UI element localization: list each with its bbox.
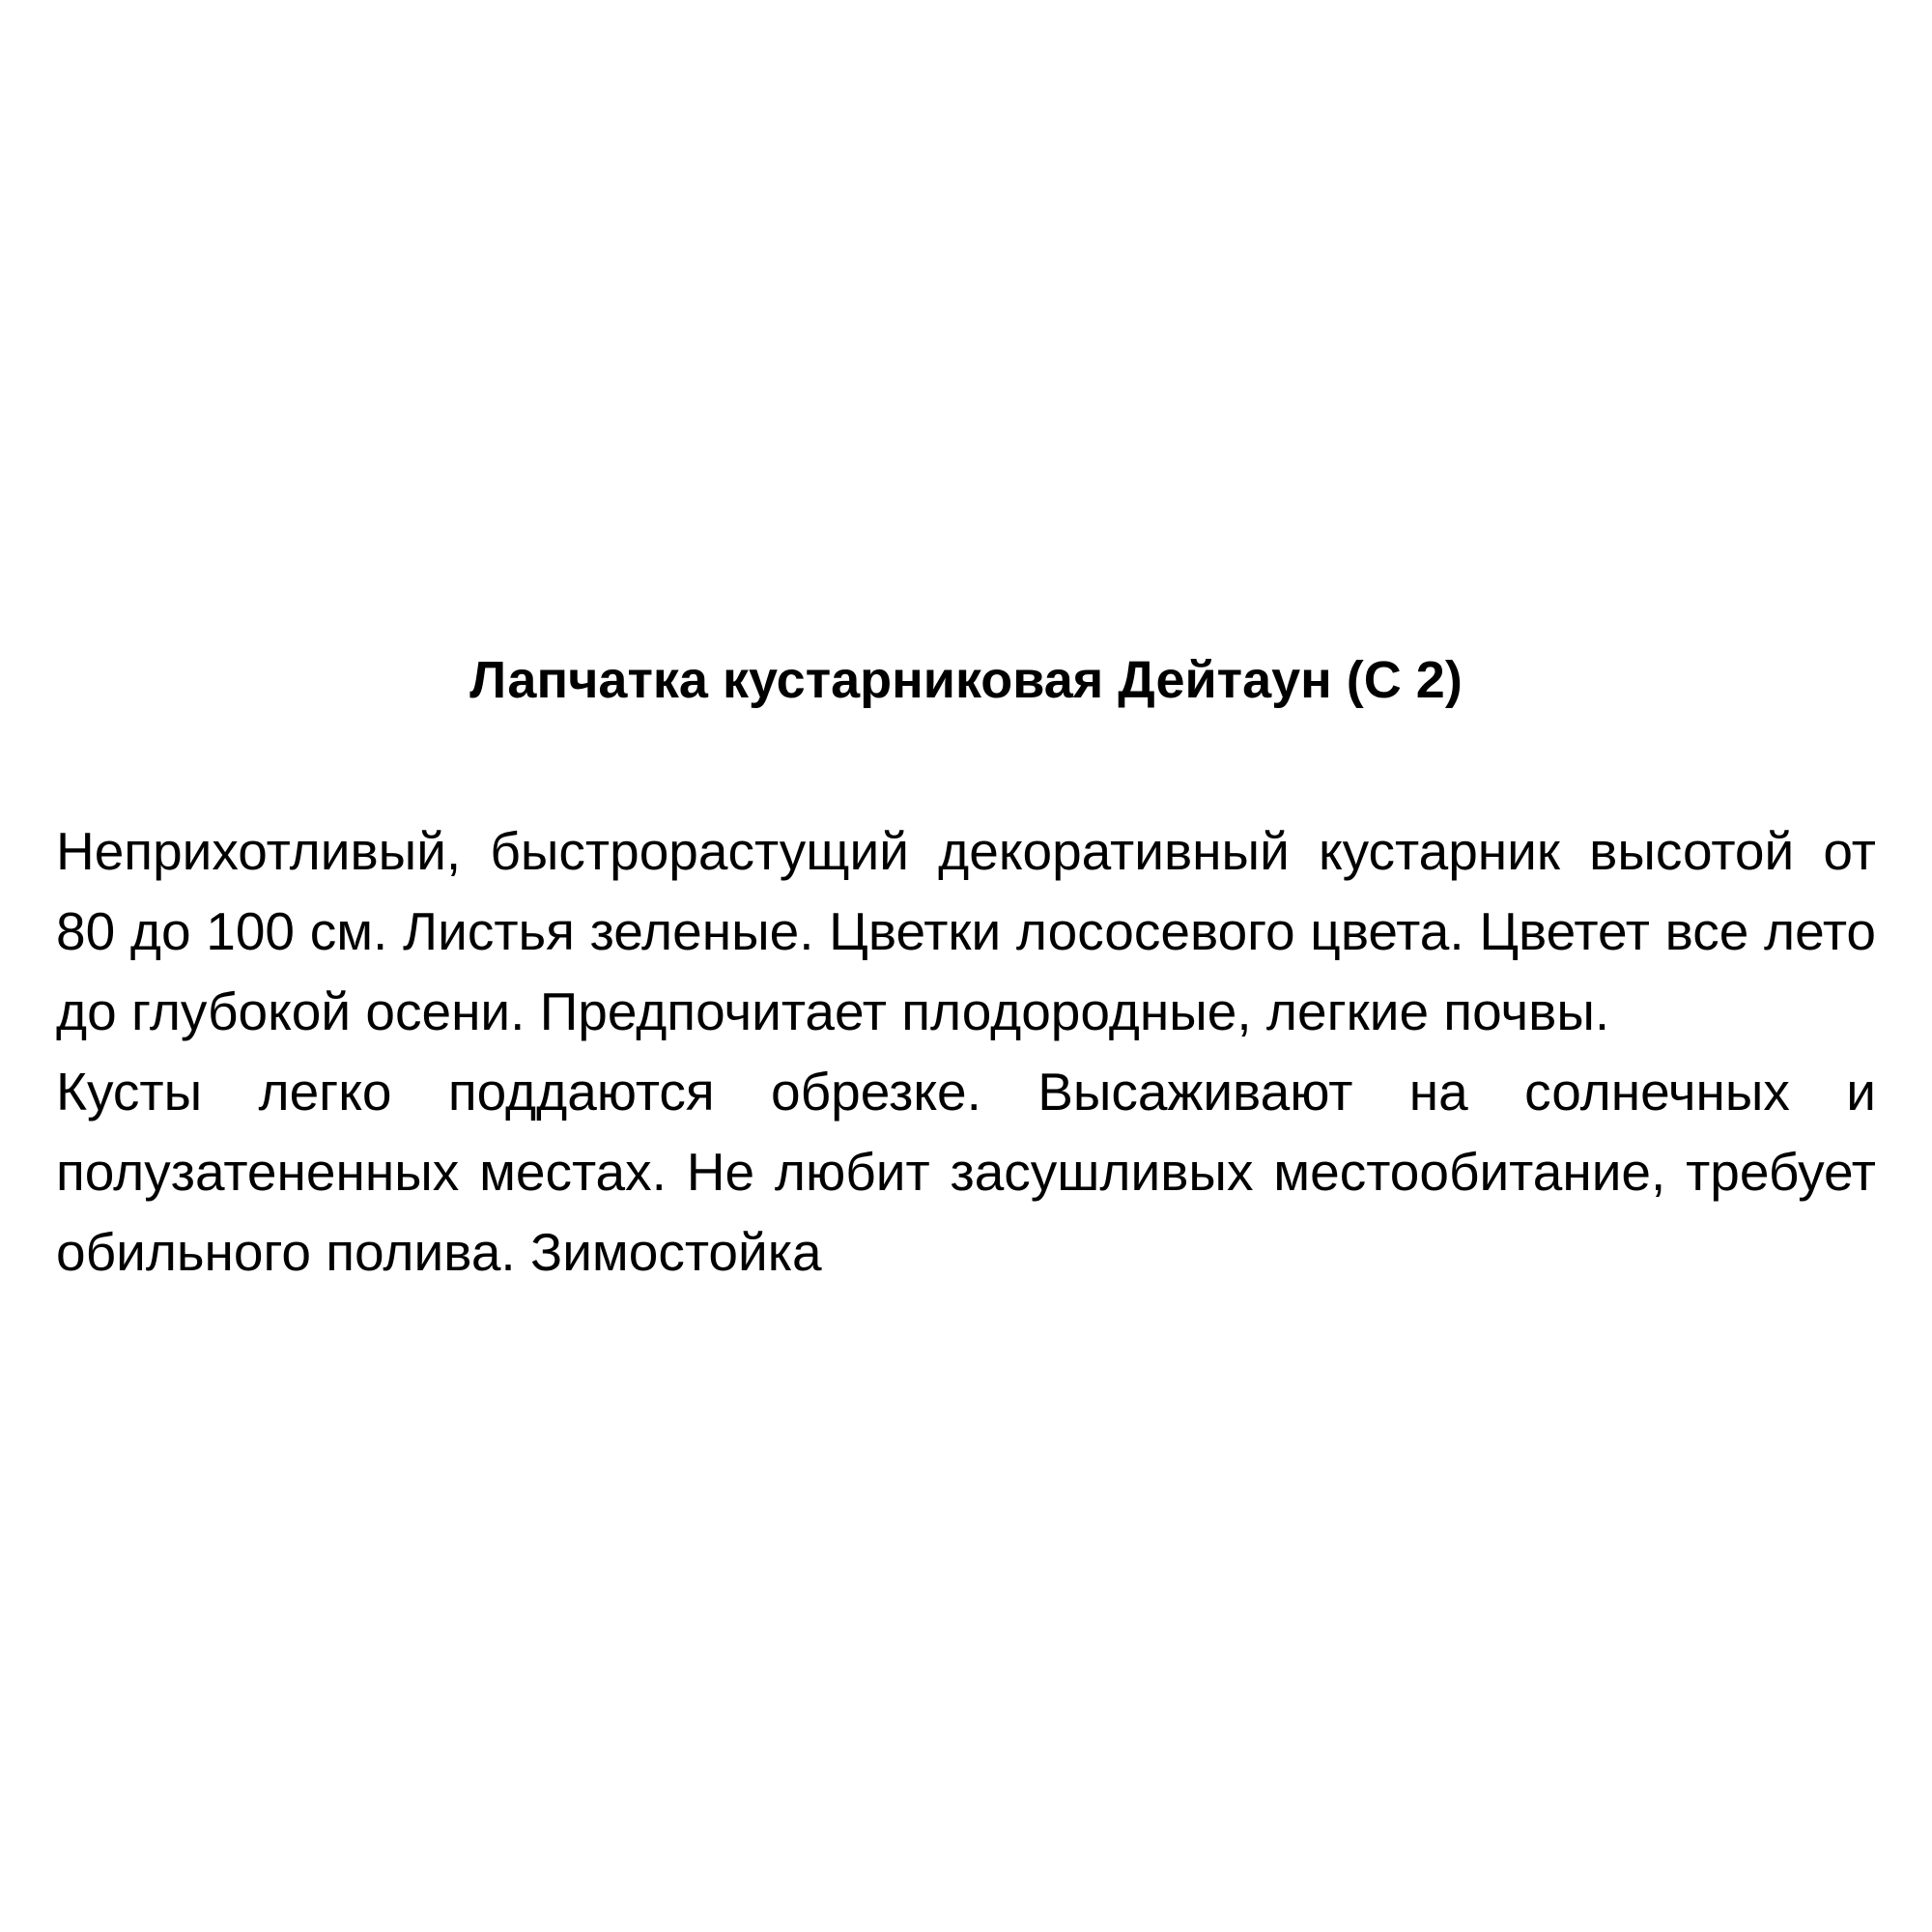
paragraph-care: Кусты легко поддаются обрезке. Высаживают на солнечных и полузатененных местах. Не любит засушливых местообитание, требует обильного полива. Зимостойка <box>56 1062 1876 1282</box>
document-body <box>56 811 1876 1293</box>
paragraph-description: Неприхотливый, быстрорастущий декоративный кустарник высотой от 80 до 100 см. Листья зеленые. Цветки лососевого цвета. Цветет все лето до глубокой осени. Предпочитает плодородные, легкие почвы. <box>56 821 1876 1041</box>
document-title: Лапчатка кустарниковая Дейтаун (С 2) <box>469 651 1463 709</box>
